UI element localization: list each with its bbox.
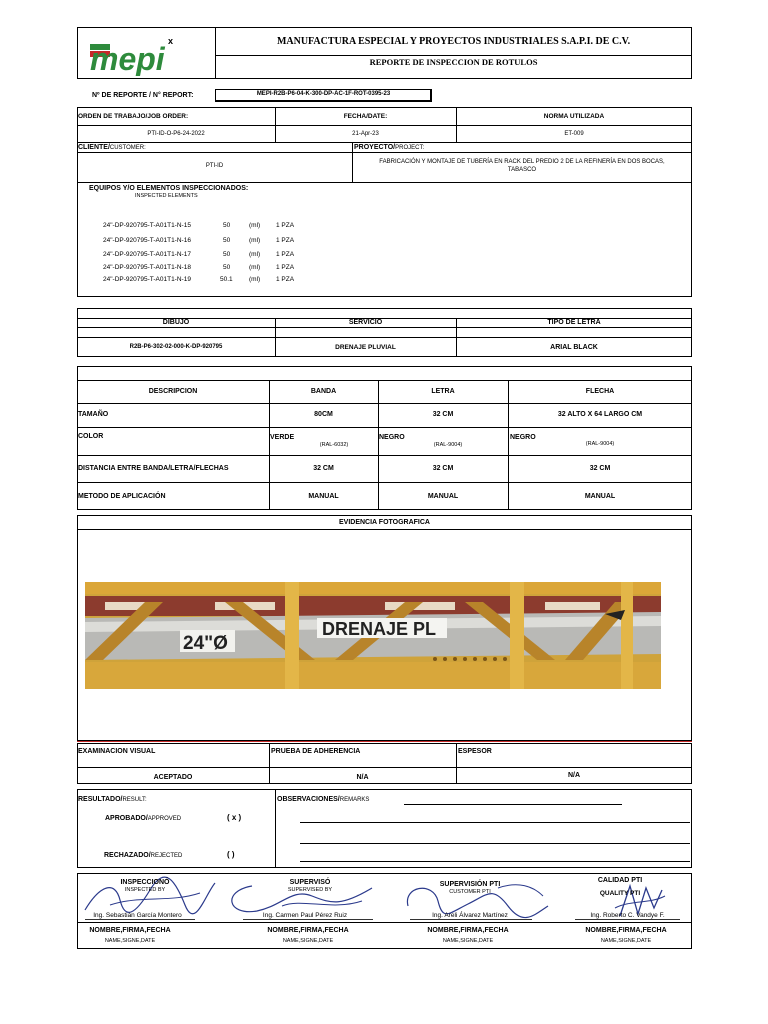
distance-label: DISTANCIA ENTRE BANDA/LETRA/FLECHAS bbox=[78, 465, 229, 472]
signature-role: SUPERVISIÓN PTI bbox=[439, 881, 501, 888]
signature-footer-en: NAME,SIGNE,DATE bbox=[282, 938, 334, 944]
thickness-label: ESPESOR bbox=[458, 748, 492, 755]
list-item-unit: (ml) bbox=[249, 251, 261, 258]
distance-arrow: 32 CM bbox=[589, 465, 611, 472]
color-letter-name: NEGRO bbox=[379, 434, 405, 441]
color-label: COLOR bbox=[78, 433, 104, 440]
signature-role-en: INSPECTED BY bbox=[124, 887, 166, 893]
approved-checkbox[interactable]: ( x ) bbox=[227, 813, 242, 822]
signature-footer: NOMBRE,FIRMA,FECHA bbox=[89, 927, 171, 934]
report-title: REPORTE DE INSPECCION DE ROTULOS bbox=[369, 57, 538, 67]
adhesion-label: PRUEBA DE ADHERENCIA bbox=[271, 748, 361, 755]
font-value: ARIAL BLACK bbox=[550, 344, 598, 351]
distance-band: 32 CM bbox=[313, 465, 334, 472]
size-band: 80CM bbox=[314, 411, 333, 418]
signature-footer-en: NAME,SIGNE,DATE bbox=[442, 938, 494, 944]
list-item-qty: 50 bbox=[223, 222, 231, 229]
project-value-line2: TABASCO bbox=[507, 167, 537, 173]
list-item-qty: 50 bbox=[223, 237, 231, 244]
list-item-pieces: 1 PZA bbox=[276, 237, 295, 244]
remarks-line[interactable] bbox=[300, 843, 690, 844]
svg-text:x: x bbox=[168, 36, 174, 46]
color-letter-code: (RAL-9004) bbox=[433, 442, 463, 448]
list-item-qty: 50.1 bbox=[220, 276, 233, 283]
signature-name: Ing. Carmen Paul Pérez Ruiz bbox=[262, 912, 348, 919]
report-number: MEPI-R2B-P6-04-K-300-DP-AC-1F-ROT-0395-23 bbox=[256, 91, 391, 97]
job-order-label: ORDEN DE TRABAJO/JOB ORDER: bbox=[78, 113, 189, 120]
remarks-line[interactable] bbox=[300, 861, 690, 862]
signature-role-en: SUPERVISED BY bbox=[287, 887, 333, 893]
list-item-tag: 24"-DP-920795-T-A01T1-N-16 bbox=[103, 237, 191, 244]
project-label: PROYECTO/PROJECT: bbox=[354, 144, 425, 151]
list-item-unit: (ml) bbox=[249, 276, 261, 283]
size-letter: 32 CM bbox=[432, 411, 454, 418]
company-logo bbox=[86, 30, 186, 76]
list-item-tag: 24"-DP-920795-T-A01T1-N-17 bbox=[103, 251, 191, 258]
list-item-qty: 50 bbox=[223, 251, 231, 258]
date-label: FECHA/DATE: bbox=[343, 113, 388, 120]
color-band-name: VERDE bbox=[270, 434, 295, 441]
method-band: MANUAL bbox=[308, 493, 339, 500]
list-item-tag: 24"-DP-920795-T-A01T1-N-15 bbox=[103, 222, 191, 229]
method-letter: MANUAL bbox=[427, 493, 459, 500]
list-item-unit: (ml) bbox=[249, 264, 261, 271]
client-label: CLIENTE/CUSTOMER: bbox=[78, 144, 146, 151]
spec-header-arrow: FLECHA bbox=[585, 388, 615, 395]
list-item-unit: (ml) bbox=[249, 237, 261, 244]
logo-text: mepi bbox=[90, 41, 165, 76]
signature-name: Ing. Areli Álvarez Martínez bbox=[432, 912, 508, 919]
norm-label: NORMA UTILIZADA bbox=[543, 113, 605, 120]
remarks-line[interactable] bbox=[404, 804, 622, 805]
signature-role-en: CUSTOMER PTI bbox=[449, 889, 491, 895]
signature-role: CALIDAD PTI bbox=[597, 877, 643, 884]
inspected-title: EQUIPOS Y/O ELEMENTOS INSPECCIONADOS: bbox=[89, 185, 249, 192]
photo-size-text: 24"Ø bbox=[183, 633, 228, 654]
norm-value: ET-009 bbox=[564, 131, 584, 137]
spec-header-letter: LETRA bbox=[431, 388, 455, 395]
approved-label: APROBADO/APPROVED bbox=[105, 815, 182, 822]
list-item-tag: 24"-DP-920795-T-A01T1-N-19 bbox=[103, 276, 191, 283]
drawing-value: R2B-P6-302-02-000-K-DP-920795 bbox=[129, 344, 223, 350]
list-item-pieces: 1 PZA bbox=[276, 222, 295, 229]
project-value-line1: FABRICACIÓN Y MONTAJE DE TUBERÍA EN RACK DEL PREDIO 2 DE LA REFINERÍA EN DOS BOCAS, bbox=[379, 159, 665, 165]
drawing-col-label: DIBUJO bbox=[162, 319, 190, 326]
signature-footer-en: NAME,SIGNE,DATE bbox=[600, 938, 652, 944]
list-item-pieces: 1 PZA bbox=[276, 251, 295, 258]
signature-footer: NOMBRE,FIRMA,FECHA bbox=[267, 927, 349, 934]
color-arrow-code: (RAL-9004) bbox=[585, 441, 615, 447]
color-band-code: (RAL-6032) bbox=[319, 442, 349, 448]
size-label: TAMAÑO bbox=[78, 411, 109, 418]
spec-header-band: BANDA bbox=[310, 388, 337, 395]
method-arrow: MANUAL bbox=[584, 493, 616, 500]
color-arrow-name: NEGRO bbox=[510, 434, 536, 441]
distance-letter: 32 CM bbox=[432, 465, 454, 472]
list-item-pieces: 1 PZA bbox=[276, 276, 295, 283]
list-item-unit: (ml) bbox=[249, 222, 261, 229]
signature-footer-en: NAME,SIGNE,DATE bbox=[104, 938, 156, 944]
inspected-subtitle: INSPECTED ELEMENTS bbox=[135, 193, 198, 199]
signature-footer: NOMBRE,FIRMA,FECHA bbox=[585, 927, 667, 934]
rejected-checkbox[interactable]: ( ) bbox=[227, 850, 235, 859]
date-value: 21-Apr-23 bbox=[352, 131, 379, 137]
photo-service-text: DRENAJE PL bbox=[322, 619, 437, 639]
remarks-label: OBSERVACIONES/REMARKS bbox=[277, 796, 370, 803]
thickness-value: N/A bbox=[567, 772, 581, 779]
evidence-title: EVIDENCIA FOTOGRAFICA bbox=[338, 519, 430, 526]
adhesion-value: N/A bbox=[356, 774, 369, 781]
signature-footer: NOMBRE,FIRMA,FECHA bbox=[427, 927, 509, 934]
job-order-value: PTI-ID-O-P6-24-2022 bbox=[147, 131, 205, 137]
method-label: METODO DE APLICACIÓN bbox=[78, 493, 166, 500]
report-number-label: Nº DE REPORTE / N° REPORT: bbox=[92, 92, 194, 99]
signature-name: Ing. Roberto C. Vandye F. bbox=[590, 912, 665, 919]
service-col-label: SERVICIO bbox=[348, 319, 383, 326]
company-name: MANUFACTURA ESPECIAL Y PROYECTOS INDUSTRIALES S.A.P.I. DE C.V. bbox=[276, 36, 631, 47]
signature-name: Ing. Sebastián García Montero bbox=[93, 912, 182, 919]
spec-header-description: DESCRIPCION bbox=[148, 388, 198, 395]
font-col-label: TIPO DE LETRA bbox=[547, 319, 601, 326]
remarks-line[interactable] bbox=[300, 822, 690, 823]
visual-exam-value: ACEPTADO bbox=[153, 774, 193, 781]
list-item-tag: 24"-DP-920795-T-A01T1-N-18 bbox=[103, 264, 191, 271]
list-item-qty: 50 bbox=[223, 264, 231, 271]
service-value: DRENAJE PLUVIAL bbox=[335, 344, 396, 351]
visual-exam-label: EXAMINACION VISUAL bbox=[78, 748, 156, 755]
signature-role: SUPERVISÓ bbox=[289, 879, 331, 886]
signature-role-en: QUALITY PTI bbox=[599, 890, 641, 897]
rejected-label: RECHAZADO/REJECTED bbox=[104, 852, 183, 859]
client-value: PTI-ID bbox=[205, 163, 224, 169]
size-arrow: 32 ALTO X 64 LARGO CM bbox=[557, 411, 643, 418]
evidence-photo bbox=[85, 582, 661, 689]
signature-role: INSPECCIONÓ bbox=[120, 879, 170, 886]
result-label: RESULTADO/RESULT: bbox=[78, 796, 147, 803]
list-item-pieces: 1 PZA bbox=[276, 264, 295, 271]
